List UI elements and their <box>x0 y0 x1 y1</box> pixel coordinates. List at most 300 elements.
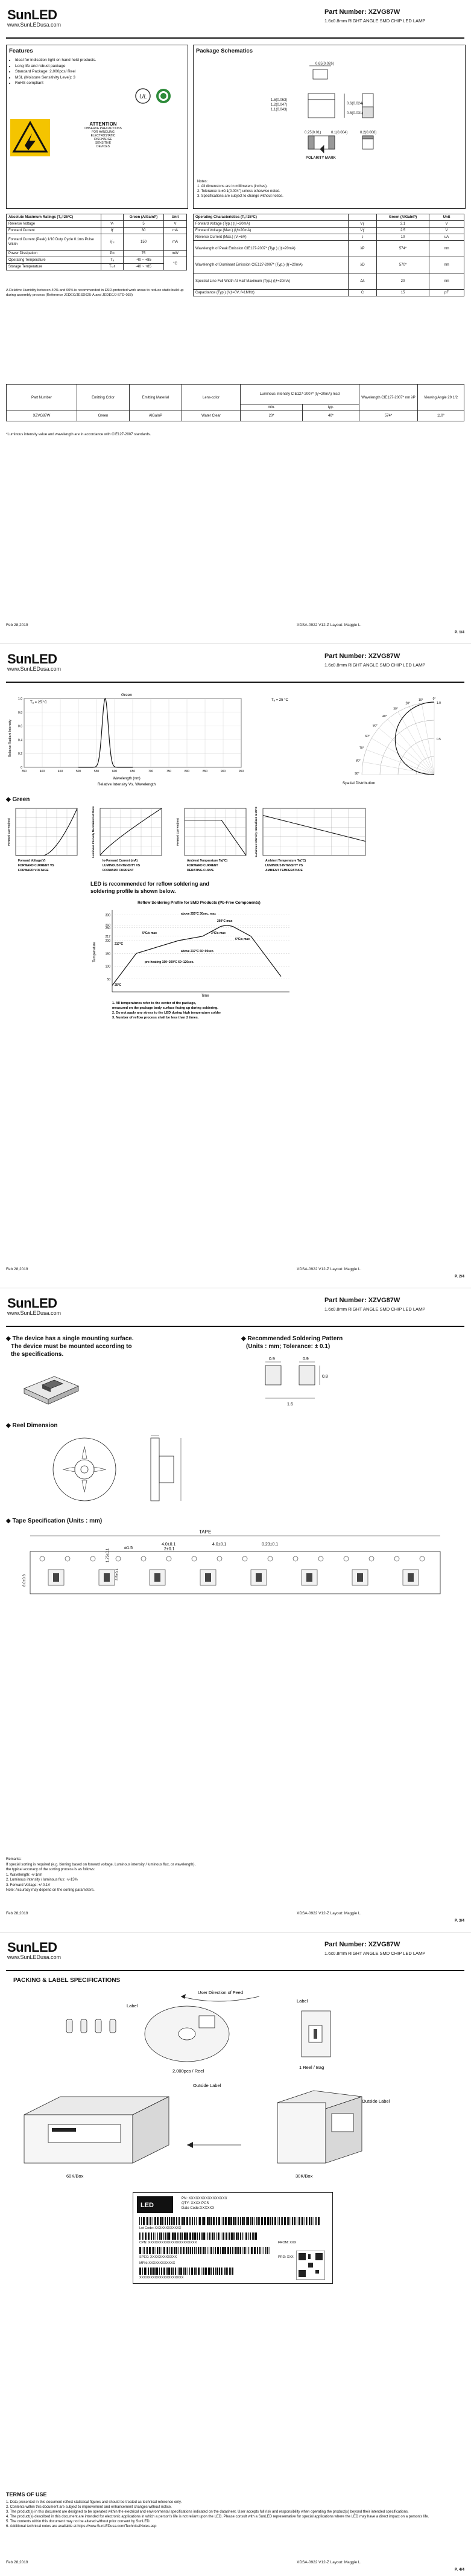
barcode-bar <box>168 2268 170 2275</box>
barcode-bar <box>160 2217 162 2225</box>
spectrum-xtick: 800 <box>184 770 190 773</box>
barcode-bar <box>244 2217 245 2225</box>
barcode-bar <box>153 2268 154 2275</box>
barcode-bar <box>257 2247 258 2254</box>
label-sample <box>133 2192 333 2284</box>
attention-line: ELECTROSTATIC <box>90 134 116 138</box>
barcode-bar <box>146 2217 147 2225</box>
footer-date: Feb 28,2019 <box>6 1267 28 1271</box>
table-row: Wavelength of Dominant Emission CIE127-2007* (Typ.) (Iƒ=20mA) λD 570* nm <box>194 257 464 273</box>
barcode-bar <box>156 2268 158 2275</box>
tape-label: 4.0±0.1 <box>162 1542 176 1547</box>
sprocket-hole <box>420 1556 425 1561</box>
reflow-ytick: 50 <box>107 977 110 982</box>
barcode-bar <box>141 2217 142 2225</box>
barcode-bar <box>201 2232 203 2240</box>
table-header: Part Number <box>7 385 77 411</box>
barcode-bar <box>154 2217 156 2225</box>
barcode-bar <box>159 2247 160 2254</box>
footer-doc: XDSA-0922 V12-Z Layout: Maggie L. <box>297 1911 362 1916</box>
mount-line-3: the specifications. <box>11 1351 64 1358</box>
barcode-bar <box>175 2247 177 2254</box>
part-number: Part Number: XZVG87W <box>324 1941 400 1948</box>
tape-label: TAPE <box>199 1529 212 1535</box>
spectrum-chart <box>6 690 247 787</box>
pattern-dim: 0.8 <box>322 1375 328 1379</box>
spectrum-xtick: 850 <box>202 770 208 773</box>
barcode-bar <box>216 2217 217 2225</box>
barcode-bar <box>161 2268 162 2275</box>
spatial-curve <box>395 702 434 775</box>
table-header: Emitting Material <box>130 385 182 411</box>
barcode-bar <box>254 2217 255 2225</box>
remark-line: 3. Forward Voltage: +/-0.1V <box>6 1883 51 1887</box>
barcode-bar <box>318 2217 320 2225</box>
barcode <box>139 2232 260 2240</box>
green-section-title: ◆ Green <box>6 796 30 803</box>
spectrum-xtick: 550 <box>93 770 100 773</box>
feature-item: • Ideal for indication light on hand held products. <box>15 57 184 63</box>
table-header: Wavelength CIE127-2007* nm λP <box>359 385 418 411</box>
pattern-dim: 0.9 <box>269 1357 275 1361</box>
page-header <box>0 0 471 37</box>
reflow-annotation: 5°C/s max <box>142 932 157 935</box>
barcode-bar <box>217 2247 219 2254</box>
table-row: Wavelength of Peak Emission CIE127-2007* (Typ.) (Iƒ=20mA) λP 574* nm <box>194 241 464 257</box>
table-row: Reverse Current (Max.) (Vᵣ=5V) Iᵣ 10 uA <box>194 234 464 241</box>
footer-date: Feb 28,2019 <box>6 623 28 627</box>
spatial-radius-label: 0.5 <box>437 738 441 741</box>
barcode-bar <box>311 2217 312 2225</box>
barcode-bar <box>288 2217 289 2225</box>
spectrum-xtick: 350 <box>21 770 27 773</box>
curve-caption: LUMINOUS INTENSITY VS <box>103 864 141 868</box>
barcode-bar <box>264 2217 266 2225</box>
pattern-dim: 0.9 <box>303 1357 309 1361</box>
part-number: Part Number: XZVG87W <box>324 8 400 16</box>
spatial-angle-label: 10° <box>418 698 423 702</box>
barcode-bar <box>228 2217 230 2225</box>
barcode-bar <box>190 2247 191 2254</box>
spatial-spoke <box>379 728 434 775</box>
barcode-bar <box>223 2232 224 2240</box>
footer-doc: XDSA-0922 V12-Z Layout: Maggie L. <box>297 623 362 627</box>
tape-title: ◆ Tape Specification (Units : mm) <box>6 1518 103 1524</box>
table-row: Forward Voltage (Max.) (Iƒ=20mA) Vƒ 2.5 V <box>194 228 464 234</box>
barcode-bar <box>226 2232 227 2240</box>
barcode-bar <box>167 2232 168 2240</box>
barcode-bar <box>250 2232 251 2240</box>
tape-label: ø1.5 <box>124 1546 133 1550</box>
barcode-bar <box>233 2217 235 2225</box>
tape-led-chip <box>357 1573 363 1582</box>
barcode-bar <box>230 2217 232 2225</box>
barcode-bar <box>198 2247 199 2254</box>
label-line: CPN: XXXXXXXXXXXXXXXXXXXXXX <box>139 2241 197 2245</box>
header-rule <box>6 1970 464 1971</box>
dim-label: 0.65(0.026) <box>315 62 334 66</box>
spatial-angle-label: 90° <box>355 772 359 776</box>
table-row: Storage Temperature Tₛₜᵍ -40 ~ +85 <box>7 264 187 270</box>
barcode-bar <box>281 2217 282 2225</box>
attention-block <box>67 121 139 149</box>
pattern-dim: 1.6 <box>287 1402 293 1407</box>
barcode-bar <box>256 2217 258 2225</box>
spectrum-ytick: 0.6 <box>18 724 22 729</box>
barcode-bar <box>186 2247 187 2254</box>
polarity-mark-label: POLARITY MARK <box>306 156 336 160</box>
barcode-bar <box>183 2268 185 2275</box>
barcode-bar <box>238 2232 239 2240</box>
barcode-bar <box>188 2247 189 2254</box>
barcode-bar <box>207 2217 209 2225</box>
logo-url[interactable]: www.SunLEDusa.com <box>7 22 62 28</box>
characteristic-curve-4 <box>253 805 374 877</box>
barcode-bar <box>213 2268 214 2275</box>
box-1-quantity: 60K/Box <box>66 2173 84 2179</box>
attention-line: DISCHARGE <box>94 138 112 141</box>
barcode-bar <box>302 2217 303 2225</box>
logo-text-a: Sun <box>7 1296 32 1311</box>
sprocket-hole <box>65 1556 70 1561</box>
dim-label: 0.2(0.008) <box>360 131 377 135</box>
reflow-ytick: 150 <box>105 952 110 956</box>
reel-label-text: Label <box>127 2003 138 2009</box>
barcode-bar <box>220 2247 221 2254</box>
spectrum-xtick: 950 <box>238 770 244 773</box>
reflow-ytick: 300 <box>105 913 110 918</box>
part-description: 1.6x0.8mm RIGHT ANGLE SMD CHIP LED LAMP <box>324 1306 426 1312</box>
barcode-bar <box>292 2217 293 2225</box>
terms-item: 5. The contents within this document may not be altered without prior consent by SunLED. <box>6 2520 151 2523</box>
barcode-bar <box>157 2232 158 2240</box>
barcode-bar <box>213 2232 215 2240</box>
selection-guide-table <box>6 384 464 421</box>
remarks-block <box>6 1857 195 1893</box>
table-row: XZVG87W Green AlGaInP Water Clear 20* 40* 574* 110° <box>7 411 464 421</box>
barcode-bar <box>309 2217 310 2225</box>
dim-label: 1.1(0.043) <box>271 108 288 112</box>
barcode-bar <box>177 2232 179 2240</box>
reflow-annotation: 25°C <box>115 983 122 987</box>
barcode-bar <box>226 2268 227 2275</box>
barcode-bar <box>250 2217 251 2225</box>
terms-item: 2. Contents within this document are subject to improvement and enhancement changes without notice. <box>6 2505 172 2509</box>
esd-warning-icon <box>10 119 50 156</box>
reflow-annotation: 6°C/s max <box>235 938 250 941</box>
barcode-bar <box>183 2247 185 2254</box>
reel-packing-drawing <box>60 1988 422 2079</box>
barcode-bar <box>240 2232 241 2240</box>
table-header: Lens-color <box>182 385 241 411</box>
barcode-bar <box>179 2217 180 2225</box>
barcode-bar <box>229 2232 230 2240</box>
barcode-bar <box>150 2268 151 2275</box>
attention-line: OBSERVE PRECAUTIONS <box>84 127 122 130</box>
label-line: MPN: XXXXXXXXXXXX <box>139 2261 175 2265</box>
qr-code <box>296 2251 325 2280</box>
logo-text-b: LED <box>31 1296 57 1311</box>
barcode-bar <box>215 2268 217 2275</box>
footer-doc: XDSA-0922 V12-Z Layout: Maggie L. <box>297 2560 362 2565</box>
sprocket-hole <box>90 1556 95 1561</box>
barcode-bar <box>139 2268 141 2275</box>
spatial-angle-label: 20° <box>405 702 411 706</box>
dim-label: 1.2(0.047) <box>271 103 288 107</box>
reflow-annotation: pre-heating 150~200°C 60~120sec. <box>145 960 194 964</box>
table-header: Unit <box>164 214 187 221</box>
barcode-bar <box>171 2247 172 2254</box>
barcode-bar <box>259 2217 260 2225</box>
spectrum-ytick: 0.4 <box>18 738 22 743</box>
table-header: Viewing Angle 2θ 1/2 <box>418 385 464 411</box>
barcode-bar <box>207 2232 208 2240</box>
label-line: XXXXXXXXXXXXXXXXXXXX <box>139 2276 184 2280</box>
terms-title: TERMS OF USE <box>6 2491 47 2498</box>
schematic-notes <box>197 179 283 199</box>
tape-label: 0.23±0.1 <box>262 1542 279 1547</box>
reflow-xlabel: Time <box>201 994 209 998</box>
pattern-subtitle: (Units : mm; Tolerance: ± 0.1) <box>246 1343 330 1350</box>
feature-item: • RoHS compliant <box>15 80 184 86</box>
spatial-angle-label: 50° <box>373 724 378 728</box>
barcode-bar <box>142 2232 143 2240</box>
table-row: Forward Voltage (Typ.) (Iƒ=20mA) Vƒ 2.1 V <box>194 221 464 228</box>
page-3 <box>0 1288 471 1932</box>
reflow-ytick: 200 <box>105 939 110 943</box>
curve-caption: LUMINOUS INTENSITY VS <box>265 864 303 868</box>
barcode-bar <box>172 2268 174 2275</box>
barcode-bar <box>253 2232 254 2240</box>
barcode-bar <box>235 2247 236 2254</box>
barcode-bar <box>210 2268 212 2275</box>
barcode-bar <box>180 2232 182 2240</box>
part-description: 1.6x0.8mm RIGHT ANGLE SMD CHIP LED LAMP <box>324 18 426 24</box>
reflow-curve <box>112 925 281 986</box>
selection-note: *Luminous intensity value and wavelength are in accordance with CIE127-2007 standards. <box>6 433 151 436</box>
terms-item[interactable]: 6. Additional technical notes are available at https://www.SunLEDusa.com/TechnicalNotes.asp <box>6 2525 157 2528</box>
spatial-spoke <box>409 706 434 775</box>
table-row: Spectral Line Full Width At Half Maximum (Typ.) (Iƒ=20mA) Δλ 20 nm <box>194 273 464 290</box>
footer-doc: XDSA-0922 V12-Z Layout: Maggie L. <box>297 1267 362 1271</box>
barcode-bar <box>217 2268 218 2275</box>
barcode-bar <box>231 2232 233 2240</box>
logo-url[interactable]: www.SunLEDusa.com <box>7 1310 62 1316</box>
sunled-logo <box>7 1940 61 1960</box>
barcode-bar <box>251 2247 253 2254</box>
tape-led-chip <box>53 1573 59 1582</box>
spatial-radius-label: 1.0 <box>437 702 441 705</box>
page-2 <box>0 644 471 1288</box>
header-rule <box>6 1326 464 1327</box>
barcode-bar <box>145 2232 147 2240</box>
barcode-bar <box>167 2217 168 2225</box>
table-header: Emitting Color <box>77 385 130 411</box>
features-list <box>9 57 184 86</box>
spectrum-ytick: 1.0 <box>18 697 22 701</box>
barcode-bar <box>186 2232 188 2240</box>
barcode-bar <box>240 2247 241 2254</box>
label-line: PRD: XXX <box>278 2255 294 2259</box>
barcode-bar <box>315 2217 317 2225</box>
label-line: SPEC: XXXXXXXXXXXX <box>139 2255 177 2259</box>
header-rule <box>6 37 464 39</box>
note-line: 1. All dimensions are in millimeters (inches). <box>197 185 268 188</box>
spatial-ta: Tₐ = 25 °C <box>271 698 288 702</box>
absolute-max-table <box>6 214 187 270</box>
sprocket-hole <box>369 1556 374 1561</box>
barcode-bar <box>233 2232 235 2240</box>
barcode-bar <box>174 2217 175 2225</box>
barcode-bar <box>194 2217 195 2225</box>
table-header: Unit <box>429 214 464 221</box>
barcode-bar <box>242 2232 243 2240</box>
curve-ylabel: Luminous Intensity Normalized at 20mA <box>92 806 95 858</box>
barcode-bar <box>148 2232 150 2240</box>
table-header: Green (AlGaInP) <box>377 214 429 221</box>
logo-text-a: Sun <box>7 651 32 666</box>
barcode-bar <box>225 2217 227 2225</box>
barcode-bar <box>259 2247 261 2254</box>
label-lines <box>182 2196 227 2211</box>
spectrum-xtick: 750 <box>166 770 172 773</box>
tape-label: 2±0.1 <box>164 1547 175 1552</box>
barcode-bar <box>180 2247 182 2254</box>
page-4 <box>0 1932 471 2576</box>
barcode-bar <box>209 2232 210 2240</box>
barcode-bar <box>183 2217 185 2225</box>
barcode-bar <box>254 2247 256 2254</box>
barcode-bar <box>221 2268 222 2275</box>
barcode-bar <box>279 2217 280 2225</box>
label-logo <box>137 2196 173 2213</box>
outside-label-1: Outside Label <box>193 2083 221 2088</box>
barcode-bar <box>162 2217 163 2225</box>
mount-title: ◆ The device has a single mounting surface. <box>6 1335 134 1342</box>
barcode-bar <box>216 2232 217 2240</box>
logo-url[interactable]: www.SunLEDusa.com <box>7 1954 62 1960</box>
reflow-note: measured on the package body surface facing up during soldering. <box>112 1006 218 1010</box>
logo-url[interactable]: www.SunLEDusa.com <box>7 666 62 672</box>
feature-item: • Long life and robust package <box>15 63 184 69</box>
note-line: 2. Tolerance is ±0.1(0.004") unless otherwise noted. <box>197 190 280 193</box>
label-line: Date Code:XXXXXX <box>182 2207 215 2210</box>
barcode-bar <box>255 2232 257 2240</box>
bag-caption: 1 Reel / Bag <box>299 2065 324 2070</box>
barcode-bar <box>272 2217 273 2225</box>
table-row: Forward Current (Peak) 1/10 Duty Cycle 0.1ms Pulse Width iƒᵤ 150 mA <box>7 234 187 251</box>
barcode-bar <box>189 2217 191 2225</box>
compliance-icons <box>134 86 177 106</box>
tape-specification-drawing <box>6 1527 464 1606</box>
barcode-bar <box>238 2217 239 2225</box>
barcode-bar <box>235 2217 236 2225</box>
part-description: 1.6x0.8mm RIGHT ANGLE SMD CHIP LED LAMP <box>324 1951 426 1956</box>
barcode-bar <box>227 2247 229 2254</box>
reflow-ytick: 217 <box>105 935 110 939</box>
footer-page: P. 2/4 <box>454 1274 464 1279</box>
bag-label-text: Label <box>297 1998 308 2004</box>
barcode-bar <box>194 2268 195 2275</box>
barcode-bar <box>139 2217 140 2225</box>
curve-ylabel: Forward Current(mA) <box>176 818 179 846</box>
table-header <box>349 214 377 221</box>
sprocket-hole <box>394 1556 399 1561</box>
packing-title: PACKING & LABEL SPECIFICATIONS <box>13 1977 121 1984</box>
tape-led-chip <box>306 1573 312 1582</box>
barcode-bar <box>200 2247 201 2254</box>
logo-text-a: Sun <box>7 7 32 22</box>
attention-line: SENSITIVE <box>95 141 112 145</box>
barcode-bar <box>189 2232 191 2240</box>
barcode-bar <box>185 2268 186 2275</box>
feature-item: • MSL (Moisture Sensitivity Level): 3 <box>15 75 184 81</box>
barcode <box>139 2268 236 2275</box>
barcode-bar <box>218 2217 220 2225</box>
tape-label: 3.5±0.1 <box>116 1568 119 1580</box>
barcode-bar <box>282 2217 283 2225</box>
barcode-bar <box>186 2217 188 2225</box>
spectrum-xtick: 700 <box>148 770 154 773</box>
spectrum-xtick: 600 <box>112 770 118 773</box>
barcode-bar <box>178 2217 179 2225</box>
barcode-bar <box>169 2247 170 2254</box>
footer-date: Feb 28,2019 <box>6 1911 28 1916</box>
table-row: Reverse Voltage Vᵣ 5 V <box>7 221 187 228</box>
sprocket-hole <box>116 1556 121 1561</box>
reflow-ytick: 250 <box>105 926 110 930</box>
reflow-ylabel: Temperature <box>93 942 96 962</box>
barcode <box>139 2247 272 2254</box>
barcode-bar <box>284 2217 286 2225</box>
barcode-bar <box>236 2232 238 2240</box>
barcode-bar <box>160 2232 162 2240</box>
barcode-bar <box>197 2232 198 2240</box>
barcode-bar <box>165 2217 166 2225</box>
barcode-bar <box>245 2232 247 2240</box>
sprocket-hole <box>268 1556 273 1561</box>
curve-caption: FORWARD CURRENT VS <box>18 864 54 868</box>
barcode-bar <box>245 2247 246 2254</box>
barcode-bar <box>224 2247 226 2254</box>
barcode-bar <box>151 2268 153 2275</box>
reflow-annotation: 3°C/s max <box>211 932 226 935</box>
barcode-bar <box>167 2247 168 2254</box>
barcode-bar <box>166 2268 168 2275</box>
box-packing-drawing <box>12 2079 458 2187</box>
sprocket-hole <box>217 1556 222 1561</box>
barcode-bar <box>224 2268 226 2275</box>
barcode-bar <box>157 2217 159 2225</box>
barcode-bar <box>252 2217 253 2225</box>
barcode-bar <box>139 2232 140 2240</box>
package-drawing <box>248 59 405 179</box>
barcode-bar <box>227 2268 228 2275</box>
dim-label: 0.25(0.01) <box>305 131 321 135</box>
barcode-bar <box>205 2268 207 2275</box>
barcode-bar <box>196 2217 197 2225</box>
dim-label: 1.6(0.063) <box>271 98 288 102</box>
page-header <box>0 1932 471 1970</box>
tape-led-chip <box>256 1573 262 1582</box>
remark-line: Remarks: <box>6 1858 22 1861</box>
barcode-bar <box>232 2247 233 2254</box>
part-description: 1.6x0.8mm RIGHT ANGLE SMD CHIP LED LAMP <box>324 662 426 668</box>
barcode-bar <box>287 2217 288 2225</box>
remark-line: 1. Wavelength: +/-1nm <box>6 1873 43 1877</box>
page-header <box>0 644 471 682</box>
barcode-bar <box>240 2217 241 2225</box>
